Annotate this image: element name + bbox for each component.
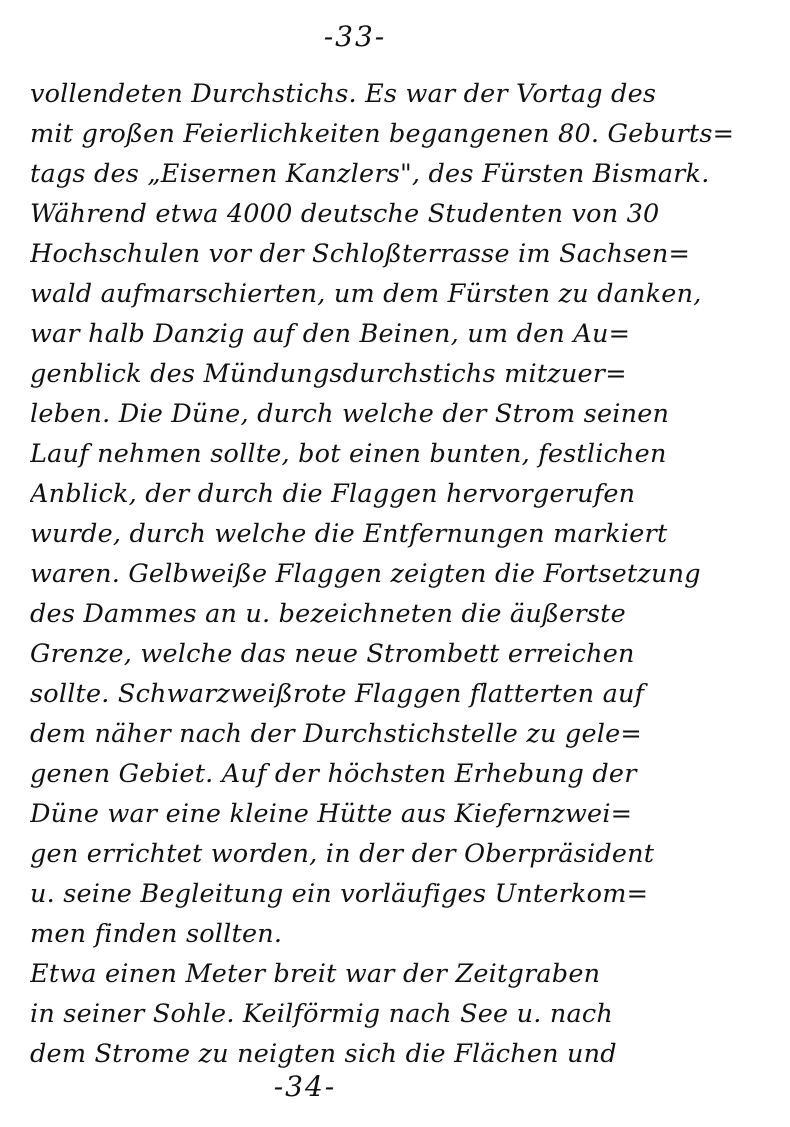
text-line: dem näher nach der Durchstichstelle zu gele=	[30, 719, 642, 749]
text-line: wald aufmarschierten, um dem Fürsten zu danken,	[30, 279, 702, 309]
text-line: leben. Die Düne, durch welche der Strom seinen	[30, 399, 670, 429]
text-line: vollendeten Durchstichs. Es war der Vortag des	[30, 79, 657, 109]
text-line: des Dammes an u. bezeichneten die äußerste	[30, 599, 626, 629]
text-line: genblick des Mündungsdurchstichs mitzuer=	[30, 359, 627, 389]
text-line: in seiner Sohle. Keilförmig nach See u. nach	[30, 999, 613, 1029]
text-line: war halb Danzig auf den Beinen, um den Au=	[30, 319, 631, 349]
text-line: Anblick, der durch die Flaggen hervorgerufen	[30, 479, 636, 509]
text-line: mit großen Feierlichkeiten begangenen 80. Geburts=	[30, 119, 735, 149]
text-line: tags des „Eisernen Kanzlers", des Fürsten Bismark.	[30, 159, 710, 189]
text-line: Hochschulen vor der Schloßterrasse im Sachsen=	[30, 239, 691, 269]
text-line: genen Gebiet. Auf der höchsten Erhebung der	[30, 759, 637, 789]
text-line: Grenze, welche das neue Strombett erreichen	[30, 639, 635, 669]
text-line: waren. Gelbweiße Flaggen zeigten die Fortsetzung	[30, 559, 701, 589]
text-line: u. seine Begleitung ein vorläufiges Unterkom=	[30, 879, 649, 909]
text-line: gen errichtet worden, in der der Oberpräsident	[30, 839, 655, 869]
page-number-bottom: -34-	[273, 1070, 337, 1103]
text-line: Düne war eine kleine Hütte aus Kiefernzwei=	[30, 799, 633, 829]
text-line: dem Strome zu neigten sich die Flächen und	[30, 1039, 617, 1069]
handwritten-text-lines	[30, 74, 770, 1074]
page-number-top: -33-	[323, 20, 387, 53]
text-line: sollte. Schwarzweißrote Flaggen flatterten auf	[30, 679, 645, 709]
text-line: Während etwa 4000 deutsche Studenten von 30	[30, 199, 660, 229]
text-line: men finden sollten.	[30, 919, 283, 949]
text-line: Etwa einen Meter breit war der Zeitgraben	[30, 959, 601, 989]
text-line: Lauf nehmen sollte, bot einen bunten, festlichen	[30, 439, 667, 469]
text-line: wurde, durch welche die Entfernungen markiert	[30, 519, 668, 549]
